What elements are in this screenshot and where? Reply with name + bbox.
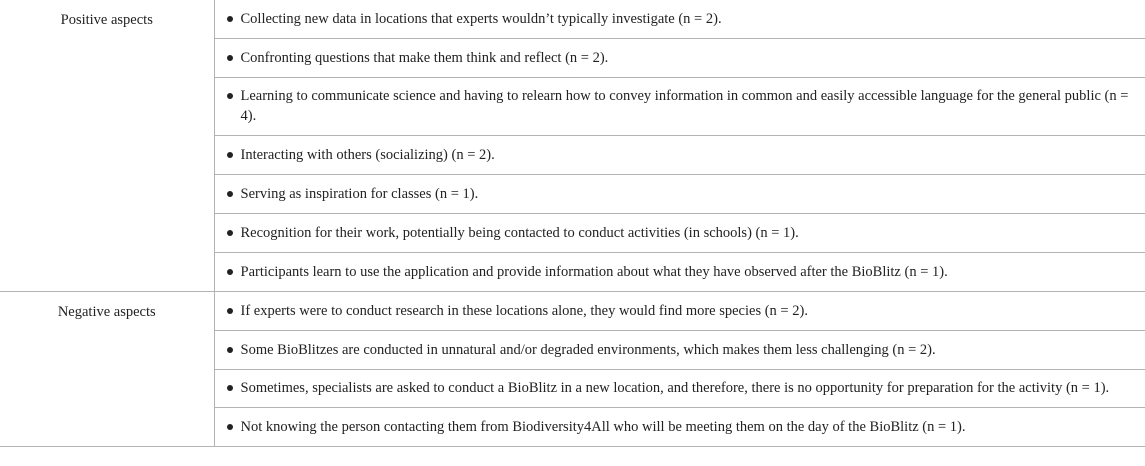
item-text: Learning to communicate science and having to relearn how to convey information in common and easily accessible language for the general public (n = 4). xyxy=(240,88,1129,124)
bullet-icon xyxy=(227,191,233,197)
list-item xyxy=(214,253,1145,292)
item-text: Some BioBlitzes are conducted in unnatural and/or degraded environments, which makes them less challenging (n = 2). xyxy=(240,342,936,358)
bullet-icon xyxy=(227,385,233,391)
table-row xyxy=(0,0,1145,39)
category-negative-aspects xyxy=(0,292,214,447)
list-item xyxy=(214,408,1145,447)
list-item xyxy=(214,39,1145,78)
list-item xyxy=(214,370,1145,408)
item-text: Confronting questions that make them think and reflect (n = 2). xyxy=(240,50,609,66)
bullet-icon xyxy=(227,424,233,430)
bullet-icon xyxy=(227,152,233,158)
bullet-icon xyxy=(227,269,233,275)
bullet-icon xyxy=(227,230,233,236)
bullet-icon xyxy=(227,347,233,353)
list-item xyxy=(214,175,1145,214)
list-item xyxy=(214,136,1145,175)
bullet-icon xyxy=(227,308,233,314)
list-item xyxy=(214,78,1145,136)
list-item xyxy=(214,0,1145,39)
list-item xyxy=(214,331,1145,370)
item-text: Participants learn to use the application and provide information about what they have observed after the BioBlitz (n = 1). xyxy=(240,264,948,280)
category-positive-aspects xyxy=(0,0,214,292)
table-row xyxy=(0,292,1145,331)
item-text: Sometimes, specialists are asked to conduct a BioBlitz in a new location, and therefore, there is no opportunity for preparation for the activity (n = 1). xyxy=(240,380,1110,396)
item-text: Collecting new data in locations that experts wouldn’t typically investigate (n = 2). xyxy=(240,11,722,27)
bullet-icon xyxy=(227,55,233,61)
item-text: Interacting with others (socializing) (n = 2). xyxy=(240,147,495,163)
list-item xyxy=(214,292,1145,331)
item-text: If experts were to conduct research in these locations alone, they would find more species (n = 2). xyxy=(240,303,808,319)
bullet-icon xyxy=(227,16,233,22)
category-label: Negative aspects xyxy=(57,304,156,320)
item-text: Serving as inspiration for classes (n = 1). xyxy=(240,186,479,202)
category-label: Positive aspects xyxy=(60,12,153,28)
item-text: Recognition for their work, potentially being contacted to conduct activities (in schools) (n = 1). xyxy=(240,225,799,241)
bullet-icon xyxy=(227,93,233,99)
list-item xyxy=(214,214,1145,253)
item-text: Not knowing the person contacting them from Biodiversity4All who will be meeting them on the day of the BioBlitz (n = 1). xyxy=(240,419,966,435)
